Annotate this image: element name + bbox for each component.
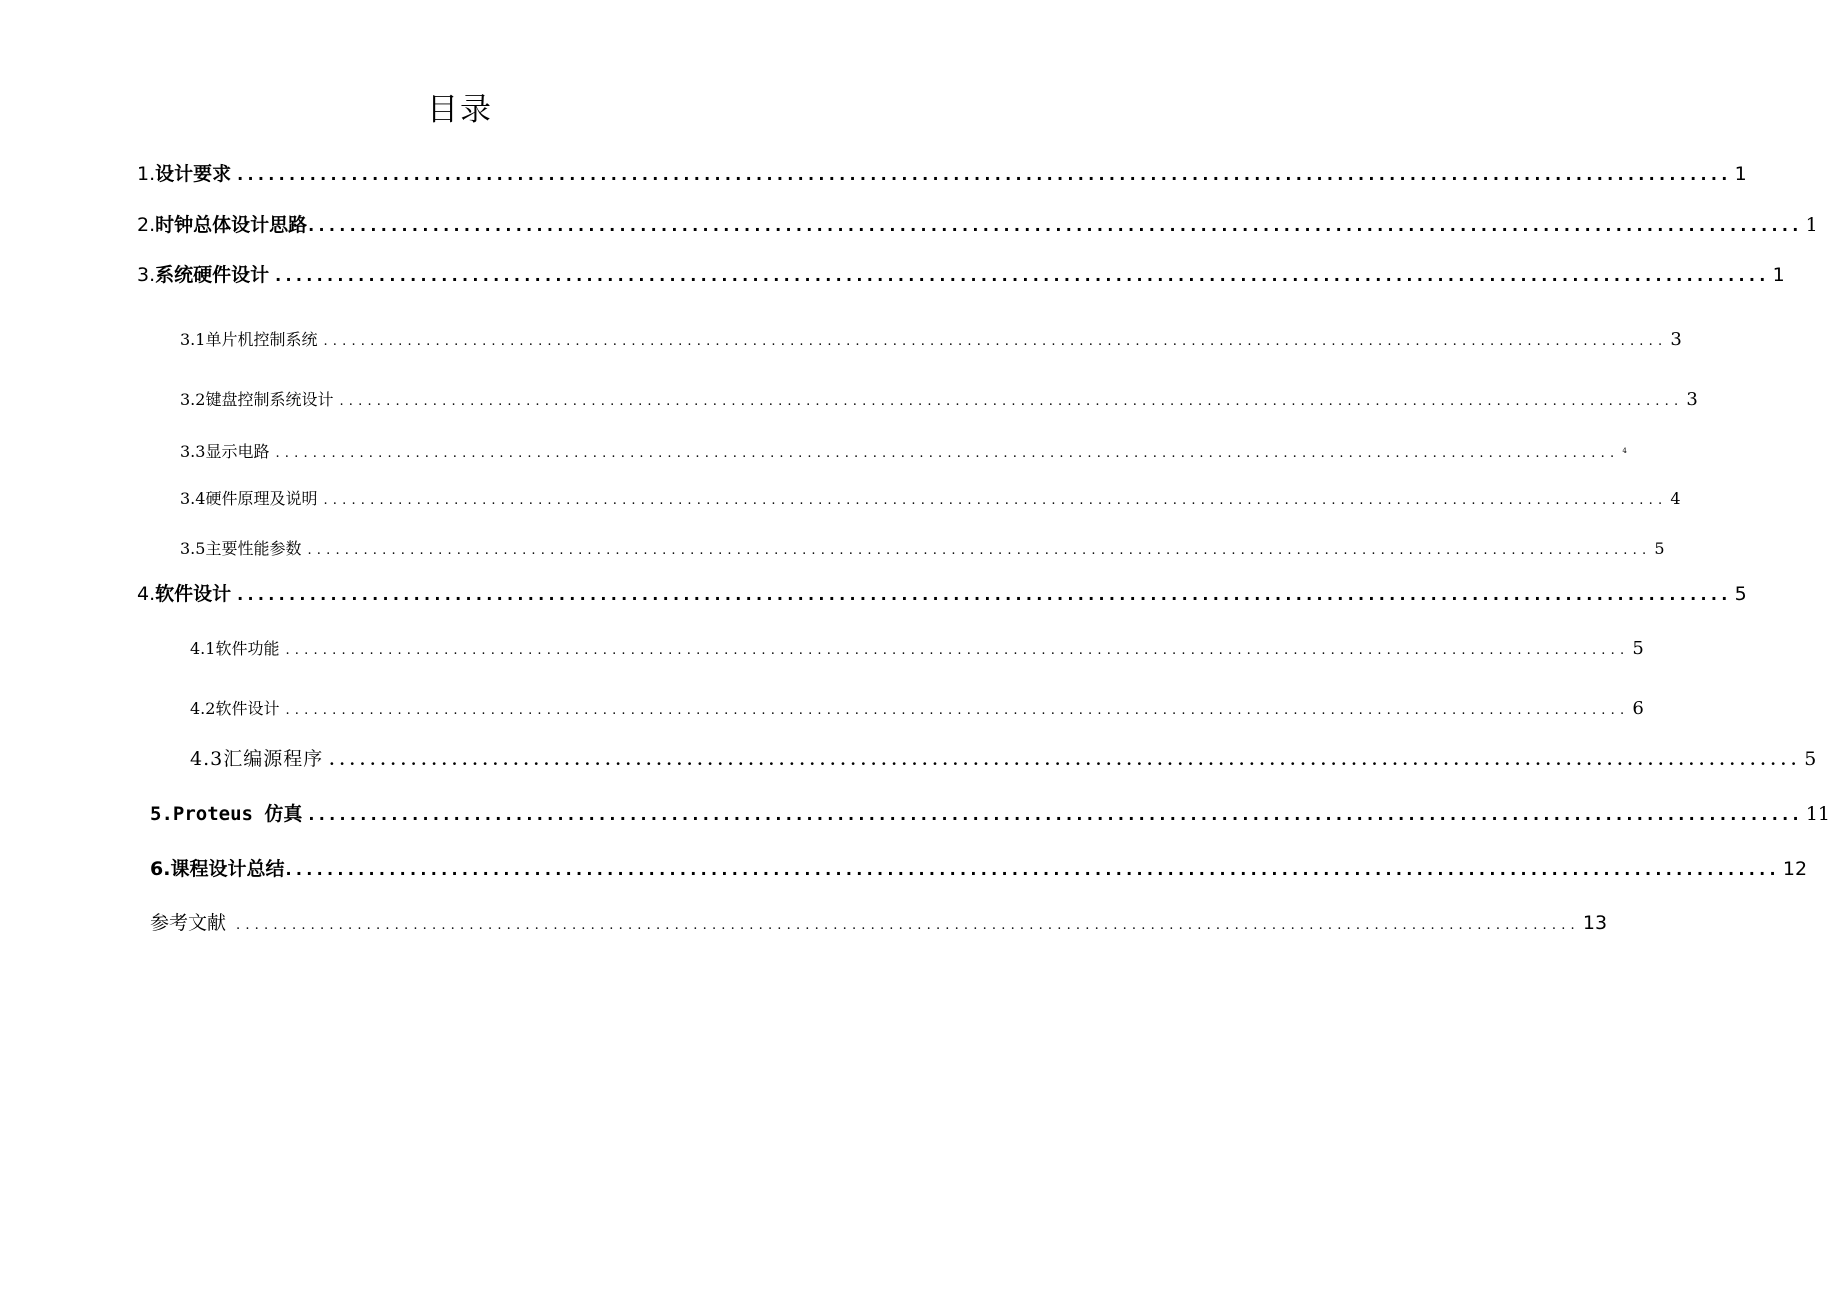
toc-entry-leader: ................................................................................................................................................	[275, 266, 1770, 285]
toc-entry-label: 3.3显示电路	[180, 442, 270, 461]
toc-entry-3-3[interactable]	[180, 439, 1627, 465]
toc-entry-page: 3	[1686, 389, 1698, 410]
toc-entry-page: 12	[1782, 858, 1808, 880]
toc-entry-page: 4	[1622, 447, 1627, 455]
toc-entry-label: 4.1软件功能	[190, 639, 280, 658]
toc-entry-label: 时钟总体设计思路	[155, 214, 308, 236]
toc-entry-4-3[interactable]	[190, 744, 1817, 772]
toc-entry-1[interactable]	[137, 159, 1747, 189]
toc-entry-number: 1.	[137, 163, 156, 185]
toc-entry-label: 3.1单片机控制系统	[180, 330, 318, 349]
toc-entry-number: 4.	[137, 583, 156, 605]
toc-entry-3-2[interactable]	[180, 387, 1698, 413]
toc-entry-label: 3.5主要性能参数	[180, 539, 302, 558]
toc-entry-leader: ................................................................................................................................................	[237, 165, 1732, 184]
toc-entry-page: 5	[1734, 583, 1747, 605]
toc-entry-leader: ................................................................................................................................................	[308, 805, 1803, 824]
toc-entry-page: 6	[1632, 698, 1644, 719]
toc-entry-label: 4.2软件设计	[190, 699, 280, 718]
toc-entry-3[interactable]	[137, 260, 1785, 290]
toc-entry-page: 1	[1805, 214, 1818, 236]
toc-entry-page: 1	[1772, 264, 1785, 286]
toc-entry-label: 5.Proteus 仿真	[150, 803, 303, 825]
toc-entry-number: 2.	[137, 214, 156, 236]
toc-entry-leader: ................................................................................................................................................	[236, 918, 1580, 933]
toc-entry-label: 6.课程设计总结	[150, 858, 285, 880]
toc-entry-label: 4.3汇编源程序	[190, 748, 324, 770]
toc-entry-leader: ................................................................................................................................................	[323, 493, 1668, 508]
toc-entry-6[interactable]	[150, 854, 1808, 884]
toc-entry-page: 3	[1670, 329, 1682, 350]
toc-entry-page: 13	[1582, 912, 1608, 934]
toc-entry-label: 参考文献	[150, 912, 227, 934]
toc-entry-4-1[interactable]	[190, 636, 1644, 662]
toc-entry-label: 设计要求	[155, 163, 232, 185]
toc-entry-4[interactable]	[137, 579, 1747, 609]
toc-entry-page: 1	[1734, 163, 1747, 185]
toc-entry-leader: ................................................................................................................................................	[237, 585, 1732, 604]
toc-entry-3-5[interactable]	[180, 536, 1665, 562]
toc-entry-page: 5	[1804, 748, 1817, 770]
toc-entry-leader: ................................................................................................................................................	[329, 751, 1802, 769]
toc-entry-label: 3.4硬件原理及说明	[180, 489, 318, 508]
toc-entry-page: 5	[1632, 638, 1644, 659]
toc-entry-leader: ................................................................................................................................................	[339, 394, 1684, 409]
toc-entry-page: 5	[1654, 539, 1665, 558]
toc-entry-label: 软件设计	[155, 583, 232, 605]
toc-entry-3-1[interactable]	[180, 327, 1682, 353]
toc-entry-leader: ................................................................................................................................................	[285, 643, 1630, 658]
toc-entry-5[interactable]	[150, 799, 1830, 829]
toc-entry-leader: ................................................................................................................................................	[308, 216, 1803, 235]
toc-entry-4-2[interactable]	[190, 696, 1644, 722]
toc-entry-label: 3.2键盘控制系统设计	[180, 390, 334, 409]
toc-entry-leader: ................................................................................................................................................	[285, 860, 1780, 879]
toc-entry-leader: ................................................................................................................................................	[307, 543, 1652, 558]
toc-entry-page: 4	[1670, 489, 1681, 508]
toc-title: 目录	[427, 92, 493, 128]
toc-entry-3-4[interactable]	[180, 486, 1681, 512]
toc-entry-leader: ................................................................................................................................................	[285, 703, 1630, 718]
toc-entry-label: 系统硬件设计	[155, 264, 270, 286]
toc-entry-number: 3.	[137, 264, 156, 286]
toc-entry-references[interactable]	[150, 908, 1608, 938]
toc-entry-leader: ................................................................................................................................................	[275, 446, 1620, 461]
toc-entry-2[interactable]	[137, 210, 1818, 240]
toc-entry-leader: ................................................................................................................................................	[323, 334, 1668, 349]
toc-entry-page: 11	[1805, 803, 1830, 825]
